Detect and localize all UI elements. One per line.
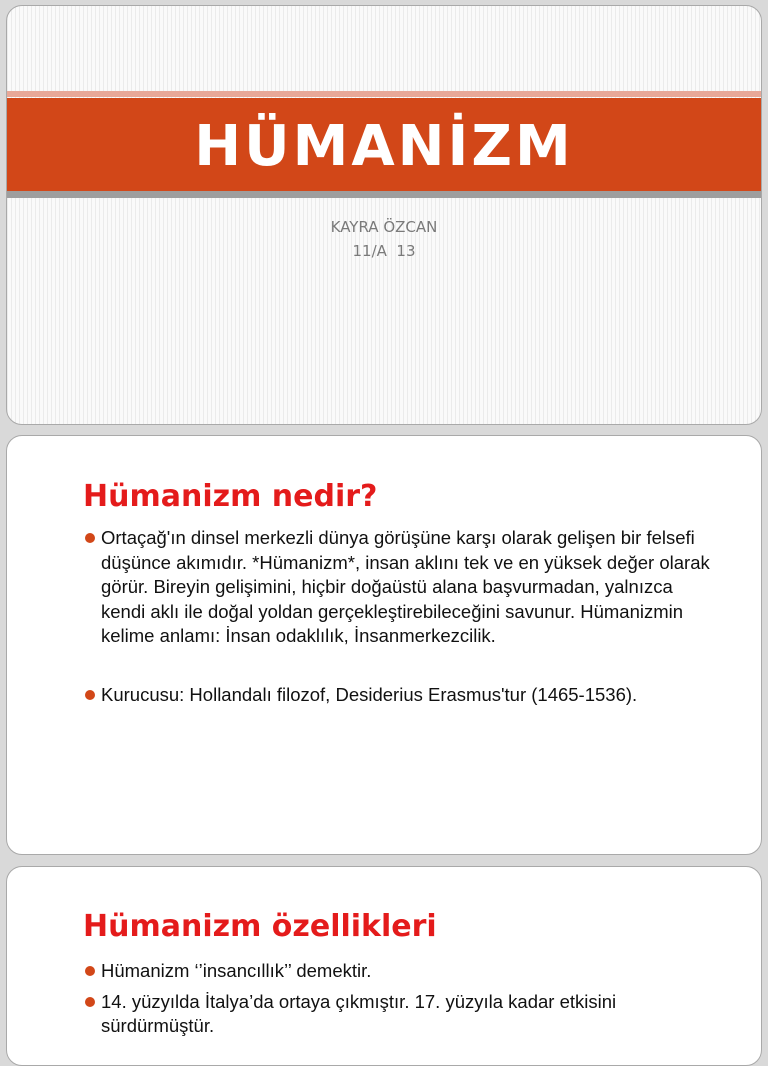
bullet-dot-icon — [85, 997, 95, 1007]
slide-heading: Hümanizm nedir? — [83, 479, 378, 514]
title-band-bottom-stripe — [7, 191, 761, 198]
bullet-text: Hümanizm ‘’insancıllık’’ demektir. — [101, 960, 372, 981]
bullet-text: 14. yüzyılda İtalya’da ortaya çıkmıştır. 17. yüzyıla kadar etkisini sürdürmüştür. — [101, 990, 617, 1036]
bullet-dot-icon — [85, 533, 95, 543]
bullet-list — [83, 959, 721, 1039]
bullet-list — [83, 526, 721, 707]
bullet-text: Kurucusu: Hollandalı filozof, Desiderius Erasmus'tur (1465-1536). — [101, 683, 638, 705]
list-item — [83, 959, 721, 984]
slide-heading: Hümanizm özellikleri — [83, 909, 437, 944]
title-band-top-stripe — [7, 91, 761, 97]
class-info: 11/A 13 — [352, 242, 416, 260]
title-band — [7, 98, 761, 191]
slide-title: HÜMANİZM — [194, 114, 574, 179]
definition-slide — [6, 435, 762, 855]
bullet-text: Ortaçağ'ın dinsel merkezli dünya görüşüne karşı olarak gelişen bir felsefi düşünce akımıdır. *Hümanizm*, insan aklını tek ve en yüksek değer olarak görür. Bireyin gelişimini, hiçbir doğaüstü alana başvurmadan, yalnızca kendi aklı ile doğal yoldan gerçekleştirebileceğini savunur. Hümanizmin kelime anlamı: İnsan odaklılık, İnsanmerkezcilik. — [101, 527, 710, 646]
list-item — [83, 990, 721, 1039]
list-item — [83, 683, 721, 708]
title-slide — [6, 5, 762, 425]
author-name: KAYRA ÖZCAN — [330, 218, 438, 236]
bullet-dot-icon — [85, 690, 95, 700]
list-item — [83, 526, 721, 649]
bullet-dot-icon — [85, 966, 95, 976]
features-slide — [6, 866, 762, 1066]
